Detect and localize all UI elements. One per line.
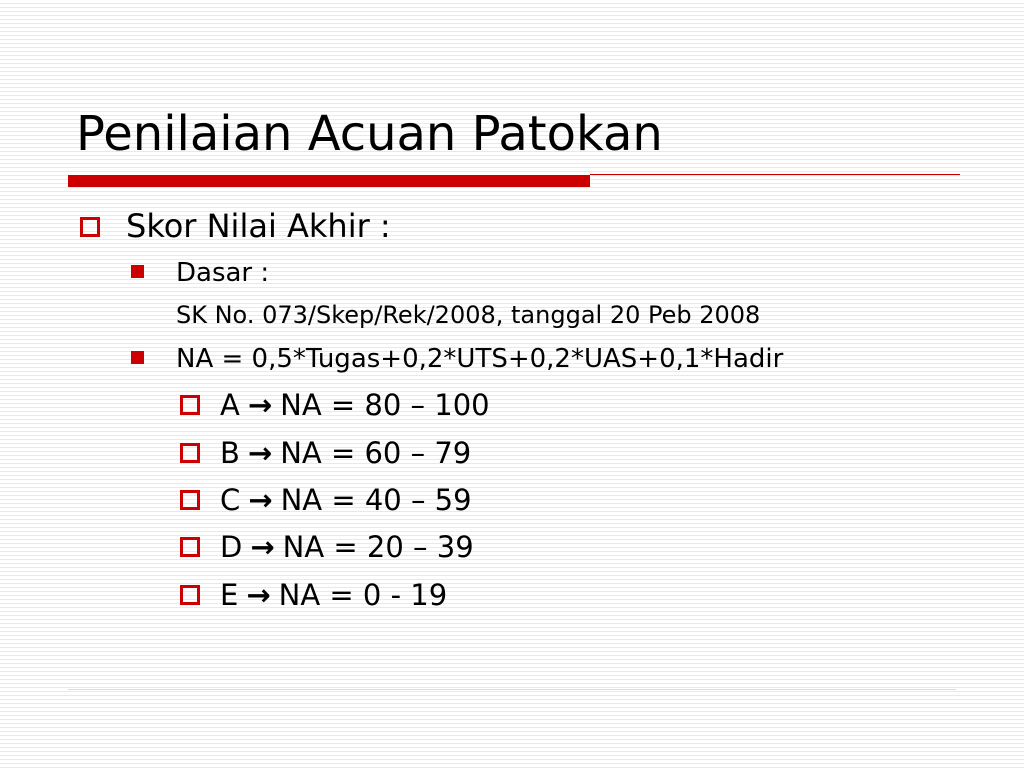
grade-letter: C bbox=[220, 483, 241, 517]
arrow-right-icon: → bbox=[247, 388, 273, 422]
hollow-square-bullet-icon bbox=[180, 585, 200, 605]
grade-item-d bbox=[220, 527, 474, 567]
footer-divider bbox=[68, 689, 956, 690]
filled-square-bullet-icon bbox=[131, 351, 144, 364]
slide-title: Penilaian Acuan Patokan bbox=[76, 106, 663, 162]
filled-square-bullet-icon bbox=[131, 265, 144, 278]
grade-item-a bbox=[220, 385, 490, 425]
arrow-right-icon: → bbox=[250, 530, 275, 564]
grade-range: NA = 40 – 59 bbox=[280, 483, 472, 517]
arrow-right-icon: → bbox=[246, 578, 271, 612]
grade-item-c bbox=[220, 480, 472, 520]
arrow-right-icon: → bbox=[248, 483, 273, 517]
grade-range: NA = 80 – 100 bbox=[280, 388, 490, 422]
hollow-square-bullet-icon bbox=[180, 395, 200, 415]
grade-item-b bbox=[220, 433, 471, 473]
grade-letter: A bbox=[220, 388, 240, 422]
grade-range: NA = 20 – 39 bbox=[282, 530, 474, 564]
hollow-square-bullet-icon bbox=[80, 217, 100, 237]
bullet-skor-nilai-akhir: Skor Nilai Akhir : bbox=[126, 207, 391, 245]
hollow-square-bullet-icon bbox=[180, 490, 200, 510]
bullet-formula: NA = 0,5*Tugas+0,2*UTS+0,2*UAS+0,1*Hadir bbox=[176, 344, 784, 374]
grade-range: NA = 60 – 79 bbox=[280, 436, 472, 470]
grade-letter: E bbox=[220, 578, 239, 612]
arrow-right-icon: → bbox=[247, 436, 273, 470]
grade-letter: D bbox=[220, 530, 243, 564]
bullet-dasar: Dasar : bbox=[176, 258, 270, 288]
hollow-square-bullet-icon bbox=[180, 537, 200, 557]
grade-letter: B bbox=[220, 436, 240, 470]
grade-item-e bbox=[220, 575, 447, 615]
title-underline-thick bbox=[68, 175, 590, 187]
grade-range: NA = 0 - 19 bbox=[278, 578, 448, 612]
title-underline-thin bbox=[590, 174, 960, 175]
hollow-square-bullet-icon bbox=[180, 443, 200, 463]
dasar-detail-text: SK No. 073/Skep/Rek/2008, tanggal 20 Peb 2008 bbox=[176, 301, 761, 329]
